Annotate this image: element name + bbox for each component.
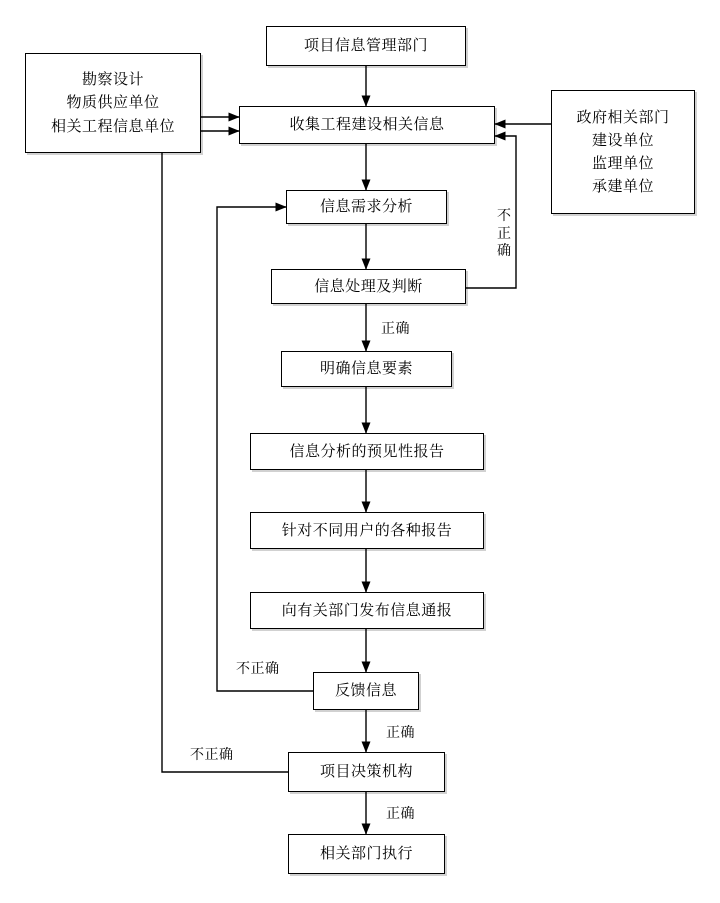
node-label: 信息处理及判断	[314, 277, 423, 295]
node-label: 明确信息要素	[319, 360, 413, 378]
edge-label-incorrect-decision: 不正确	[190, 746, 234, 762]
node-publish-bulletin[interactable]	[250, 592, 484, 629]
node-demand-analysis[interactable]	[286, 190, 447, 224]
node-label-line-3: 监理单位	[591, 155, 654, 172]
node-label: 信息需求分析	[319, 198, 413, 216]
node-label: 信息分析的预见性报告	[289, 442, 445, 460]
node-label: 收集工程建设相关信息	[289, 116, 445, 134]
node-information-processing[interactable]	[271, 269, 466, 304]
node-project-info-dept[interactable]	[266, 26, 466, 66]
edge-label-correct-decision: 正确	[386, 805, 415, 821]
edge-label-correct-process: 正确	[381, 320, 410, 336]
node-label-line-1: 政府相关部门	[576, 108, 670, 126]
node-label: 反馈信息	[334, 682, 397, 700]
node-label-line-4: 承建单位	[591, 178, 654, 196]
node-collect-information[interactable]	[239, 106, 495, 144]
node-department-execute[interactable]	[288, 834, 445, 874]
node-decision-body[interactable]	[288, 752, 445, 792]
node-label-line-3: 相关工程信息单位	[50, 117, 175, 135]
edge-label-correct-feedback: 正确	[386, 724, 415, 740]
node-label: 针对不同用户的各种报告	[281, 521, 453, 539]
node-label-line-2: 物质供应单位	[66, 94, 160, 112]
node-label-line-1: 勘察设计	[81, 71, 144, 89]
node-label: 向有关部门发布信息通报	[281, 601, 453, 619]
node-label: 项目决策机构	[319, 763, 413, 781]
node-label: 项目信息管理部门	[303, 37, 428, 55]
edge-label-incorrect-right: 不正确	[497, 207, 512, 258]
node-survey-supply-group[interactable]	[25, 53, 201, 153]
node-predictive-report[interactable]	[250, 433, 484, 470]
node-label-line-2: 建设单位	[591, 131, 654, 149]
node-feedback[interactable]	[313, 672, 419, 710]
node-user-reports[interactable]	[250, 512, 484, 549]
node-government-group[interactable]	[551, 90, 695, 214]
node-clarify-elements[interactable]	[281, 351, 452, 387]
node-label: 相关部门执行	[319, 845, 413, 863]
edge-label-incorrect-feedback: 不正确	[236, 660, 280, 676]
